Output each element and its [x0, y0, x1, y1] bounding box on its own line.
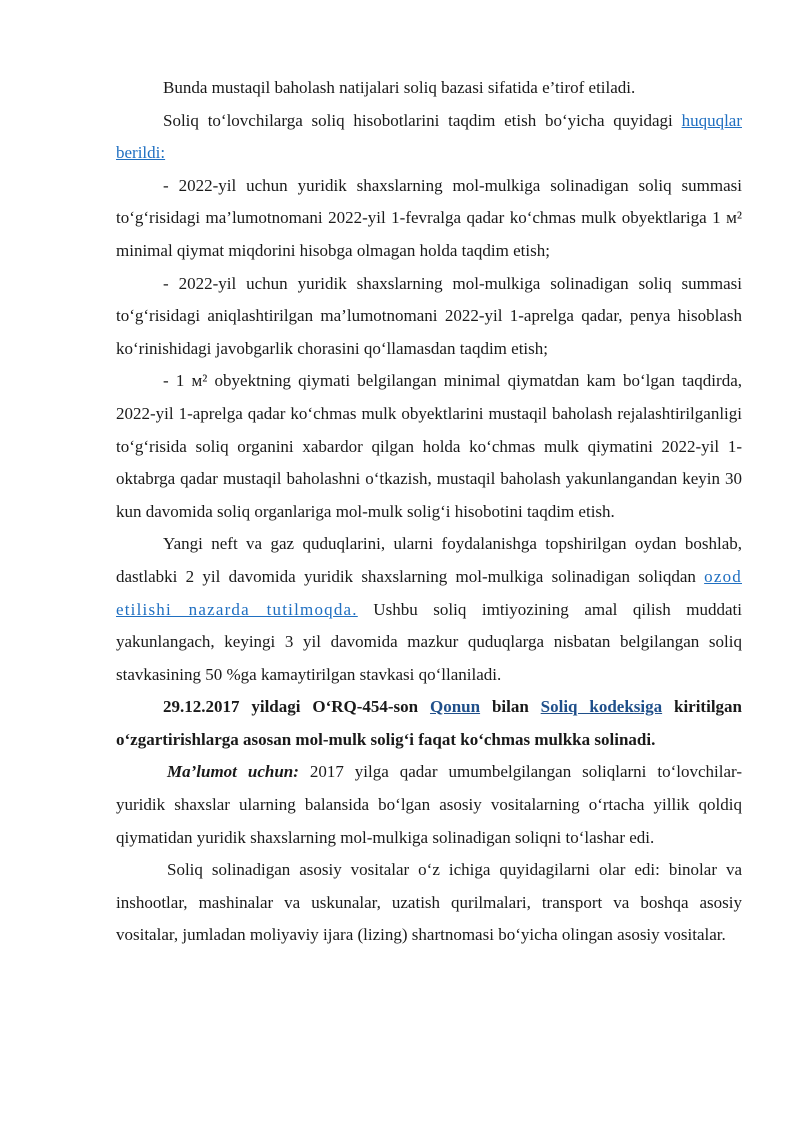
paragraph-text: kiritilgan o‘zgartirishlarga asosan mol-mulk solig‘i faqat ko‘chmas mulkka solinadi.: [116, 697, 742, 749]
paragraph-taxpayer-rights: [116, 105, 742, 170]
tax-code-link[interactable]: Soliq kodeksiga: [540, 697, 663, 717]
paragraph-text: Ushbu soliq imtiyozining amal qilish muddati yakunlangach, keyingi 3 yil davomida mazkur quduqlarga nisbatan belgilangan soliq stavkasining 50 %ga kamaytirilgan stavkasi qo‘llaniladi.: [116, 599, 742, 684]
reference-label: Ma’lumot uchun:: [167, 762, 299, 782]
paragraph-text: 29.12.2017 yildagi O‘RQ-454-son: [163, 697, 430, 717]
exemption-link[interactable]: ozod etilishi nazarda tutilmoqda.: [116, 566, 742, 619]
law-link[interactable]: Qonun: [429, 697, 481, 717]
paragraph-text: Yangi neft va gaz quduqlarini, ularni foydalanishga topshirilgan oydan boshlab, dastlabki 2 yil davomida yuridik shaxslarning mol-mulkiga solinadigan soliqdan: [116, 534, 742, 586]
paragraph-oil-gas-wells: [116, 528, 742, 691]
paragraph-text: bilan: [480, 697, 541, 717]
paragraph-law-amendment: [116, 691, 742, 756]
paragraph-valuation-results: Bunda mustaqil baholash natijalari soliq bazasi sifatida e’tirof etiladi.: [163, 78, 636, 97]
paragraph-fixed-assets: Soliq solinadigan asosiy vositalar o‘z ichiga quyidagilarni olar edi: binolar va inshootlar, mashinalar va uskunalar, uzatish qurilmalari, transport va boshqa asosiy vositalar, jumladan moliyaviy ijara (lizing) shartnomasi bo‘yicha olingan asosiy vositalar.: [116, 860, 742, 945]
rights-link[interactable]: huquqlar berildi:: [116, 110, 742, 163]
paragraph-rights-item-1: - 2022-yil uchun yuridik shaxslarning mol-mulkiga solinadigan soliq summasi to‘g‘risidagi ma’lumotnomani 2022-yil 1-fevralga qadar ko‘chmas mulk obyektlariga 1 м² minimal qiymat miqdorini hisobga olmagan holda taqdim etish;: [116, 175, 742, 260]
paragraph-text: Soliq to‘lovchilarga soliq hisobotlarini taqdim etish bo‘yicha quyidagi: [163, 110, 682, 130]
document-page: [116, 72, 742, 952]
paragraph-text: 2017 yilga qadar umumbelgilangan soliqlarni to‘lovchilar-yuridik shaxslar ularning balansida bo‘lgan asosiy vositalarning o‘rtacha yillik qoldiq qiymatidan yuridik shaxslarning mol-mulkiga solinadigan soliqni to‘lashar edi.: [116, 762, 742, 847]
paragraph-rights-item-2: - 2022-yil uchun yuridik shaxslarning mol-mulkiga solinadigan soliq summasi to‘g‘risidagi aniqlashtirilgan ma’lumotnomani 2022-yil 1-aprelga qadar, penya hisoblash ko‘rinishidagi javobgarlik chorasini qo‘llamasdan taqdim etish;: [116, 273, 742, 358]
paragraph-rights-item-3: - 1 м² obyektning qiymati belgilangan minimal qiymatdan kam bo‘lgan taqdirda, 2022-yil 1-aprelga qadar ko‘chmas mulk obyektlarini mustaqil baholash rejalashtirilganligi to‘g‘risida soliq organini xabardor qilgan holda ko‘chmas mulk qiymatini 2022-yil 1-oktabrga qadar mustaqil baholashni o‘tkazish, mustaqil baholash yakunlangandan keyin 30 kun davomida soliq organlariga mol-mulk solig‘i hisobotini taqdim etish.: [116, 371, 742, 521]
paragraph-for-reference: [116, 756, 742, 854]
